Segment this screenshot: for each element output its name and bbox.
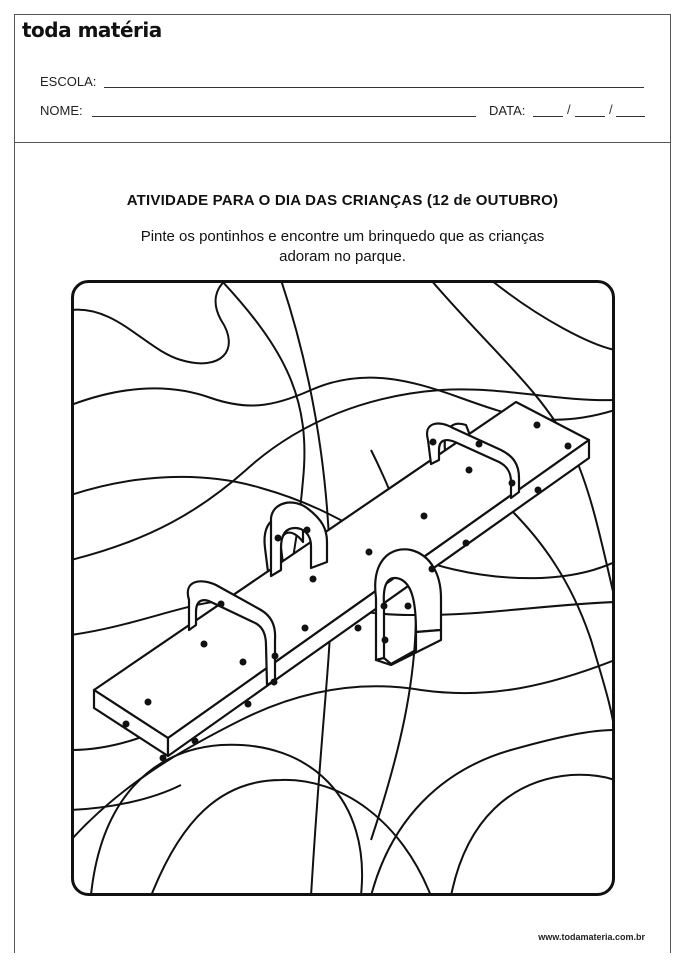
school-label: ESCOLA: [40, 74, 97, 89]
activity-instruction [0, 227, 685, 267]
instruction-line-2: adoram no parque. [279, 248, 406, 265]
date-separator: / [609, 102, 613, 117]
activity-title: ATIVIDADE PARA O DIA DAS CRIANÇAS (12 de OUTUBRO) [126, 192, 559, 209]
date-separator: / [567, 102, 571, 117]
date-year-field[interactable] [616, 116, 645, 117]
instruction-line-1: Pinte os pontinhos e encontre um brinquedo que as crianças [140, 228, 545, 245]
date-day-field[interactable] [533, 116, 563, 117]
website-url[interactable]: www.todamateria.com.br [538, 932, 645, 942]
name-label: NOME: [40, 103, 83, 118]
school-field[interactable] [104, 87, 644, 88]
date-month-field[interactable] [575, 116, 605, 117]
date-label: DATA: [489, 103, 526, 118]
brand-logo: toda matéria [22, 18, 162, 42]
seesaw-shape [94, 402, 589, 756]
name-field[interactable] [92, 116, 476, 117]
coloring-puzzle[interactable] [71, 280, 615, 896]
